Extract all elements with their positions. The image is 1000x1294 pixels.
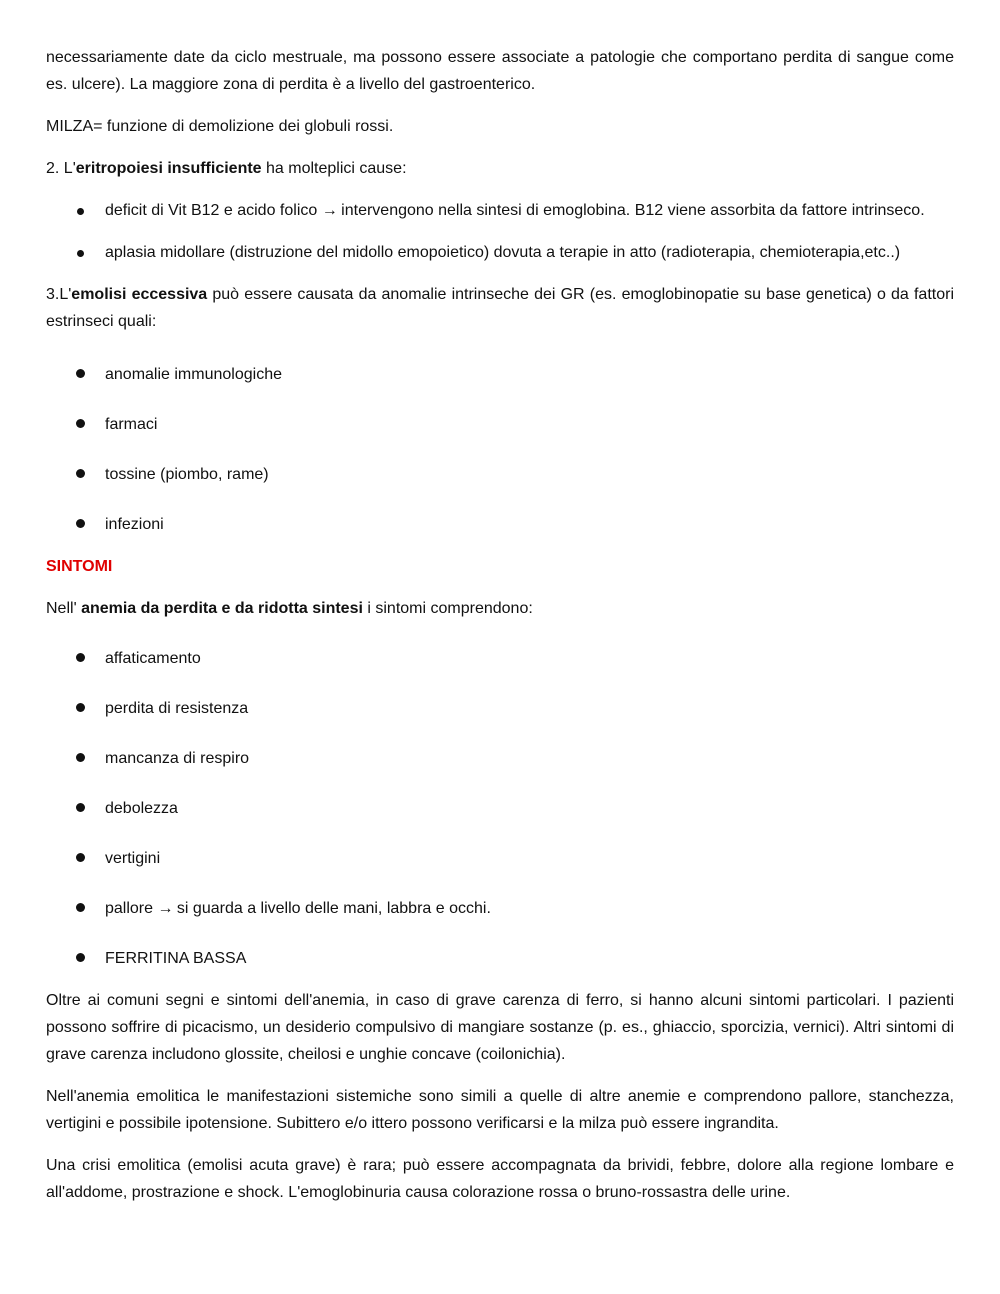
sintomi-intro-prefix: Nell' — [46, 600, 82, 617]
list-item — [46, 197, 954, 224]
list-item — [46, 511, 954, 538]
bullet-icon — [76, 703, 85, 712]
bullet-text: anomalie immunologiche — [105, 366, 282, 383]
sintomi-intro-suffix: i sintomi comprendono: — [362, 600, 533, 617]
body-paragraph: Oltre ai comuni segni e sintomi dell'anemia, in caso di grave carenza di ferro, si hanno alcuni sintomi particolari. I pazienti possono soffrire di picacismo, un desiderio compulsivo di mangiare sostanze (p. es., ghiaccio, sporcizia, vernici). Altri sintomi di grave carenza includono glossite, cheilosi e unghie concave (coilonichia). — [46, 992, 954, 1063]
list-item — [46, 461, 954, 488]
list-item — [46, 361, 954, 388]
section-3-prefix: 3.L' — [46, 286, 72, 303]
bullet-icon — [76, 519, 85, 528]
bullet-text: debolezza — [105, 800, 178, 817]
bullet-icon — [76, 419, 85, 428]
bullet-text: deficit di Vit B12 e acido folico — [105, 202, 322, 219]
bullet-icon — [76, 803, 85, 812]
intro-paragraph: necessariamente date da ciclo mestruale, ma possono essere associate a patologie che comportano perdita di sangue come es. ulcere). La maggiore zona di perdita è a livello del gastroenterico. — [46, 49, 954, 93]
list-item — [46, 845, 954, 872]
bullet-text: mancanza di respiro — [105, 750, 250, 767]
bullet-text-cont: si guarda a livello delle mani, labbra e occhi. — [172, 900, 491, 917]
section-2-bold: eritropoiesi insufficiente — [75, 160, 262, 177]
list-item — [46, 645, 954, 672]
body-paragraph: Nell'anemia emolitica le manifestazioni sistemiche sono simili a quelle di altre anemie e comprendono pallore, stanchezza, vertigini e possibile ipotensione. Subittero e/o ittero possono verificarsi e la milza può essere ingrandita. — [46, 1088, 954, 1132]
list-item — [46, 745, 954, 772]
bullet-icon — [76, 469, 85, 478]
arrow-right-icon: → — [321, 202, 338, 219]
section-2-prefix: 2. L' — [46, 160, 76, 177]
section-3-suffix: può essere causata da anomalie intrinseche dei GR (es. emoglobinopatie su base genetica) o da fattori estrinseci quali: — [46, 286, 954, 330]
section-2-heading — [46, 155, 954, 182]
list-item — [46, 411, 954, 438]
bullet-icon — [76, 903, 85, 912]
milza-note: MILZA= funzione di demolizione dei globuli rossi. — [46, 118, 394, 135]
bullet-text: perdita di resistenza — [105, 700, 249, 717]
bullet-text: aplasia midollare (distruzione del midollo emopoietico) dovuta a terapie in atto (radioterapia, chemioterapia,etc..) — [105, 244, 901, 261]
sintomi-intro — [46, 595, 954, 622]
section-2-suffix: ha molteplici cause: — [261, 160, 407, 177]
document-page — [46, 44, 954, 1206]
bullet-text: vertigini — [105, 850, 161, 867]
bullet-text: tossine (piombo, rame) — [105, 466, 269, 483]
list-item — [46, 945, 954, 972]
arrow-right-icon: → — [157, 900, 174, 917]
list-item — [46, 695, 954, 722]
bullet-text: affaticamento — [105, 650, 201, 667]
bullet-icon — [77, 208, 84, 215]
bullet-icon — [76, 653, 85, 662]
bullet-icon — [77, 250, 84, 257]
bullet-text-cont: intervengono nella sintesi di emoglobina. B12 viene assorbita da fattore intrinseco. — [336, 202, 925, 219]
section-3-heading — [46, 281, 954, 335]
list-item — [46, 795, 954, 822]
bullet-text: FERRITINA BASSA — [105, 950, 247, 967]
list-item — [46, 239, 954, 266]
bullet-icon — [76, 953, 85, 962]
list-item — [46, 895, 954, 922]
body-paragraph: Una crisi emolitica (emolisi acuta grave) è rara; può essere accompagnata da brividi, febbre, dolore alla regione lombare e all'addome, prostrazione e shock. L'emoglobinuria causa colorazione rossa o bruno-rossastra delle urine. — [46, 1157, 954, 1201]
sintomi-heading: SINTOMI — [46, 558, 113, 575]
bullet-text: pallore — [105, 900, 158, 917]
bullet-text: farmaci — [105, 416, 158, 433]
sintomi-intro-bold: anemia da perdita e da ridotta sintesi — [81, 600, 363, 617]
bullet-icon — [76, 753, 85, 762]
bullet-icon — [76, 853, 85, 862]
section-3-bold: emolisi eccessiva — [71, 286, 208, 303]
bullet-icon — [76, 369, 85, 378]
bullet-text: infezioni — [105, 516, 164, 533]
